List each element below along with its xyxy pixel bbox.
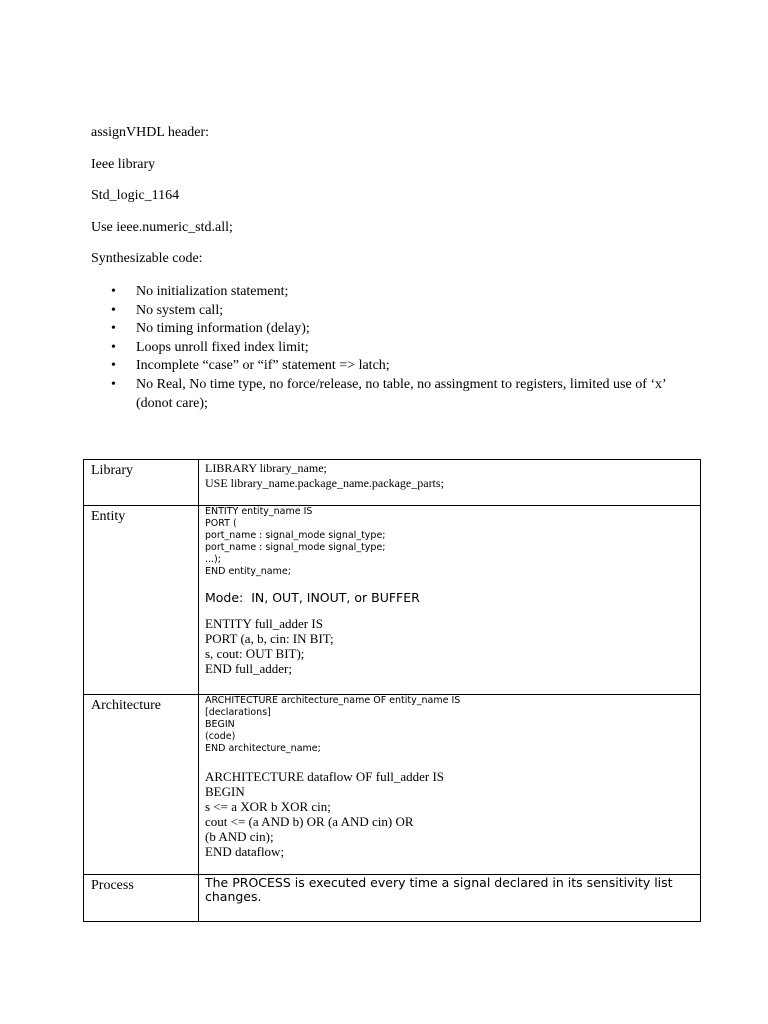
list-item: • No timing information (delay);: [111, 321, 310, 337]
entity-mode-line: Mode: IN, OUT, INOUT, or BUFFER: [205, 590, 420, 605]
paragraph-use-numeric-std: Use ieee.numeric_std.all;: [91, 220, 233, 235]
architecture-example: ARCHITECTURE dataflow OF full_adder IS BEGIN s <= a XOR b XOR cin; cout <= (a AND b) OR (a AND cin) OR (b AND cin); END dataflow;: [205, 769, 445, 859]
synthesizable-rules-list: [91, 283, 691, 413]
bullet-icon: •: [111, 358, 116, 374]
row-label-architecture: Architecture: [91, 698, 161, 713]
bullet-icon: •: [111, 321, 116, 337]
paragraph-std-logic: Std_logic_1164: [91, 188, 180, 203]
heading-vhdl-header: assignVHDL header:: [91, 125, 210, 140]
entity-example: ENTITY full_adder IS PORT (a, b, cin: IN BIT; s, cout: OUT BIT); END full_adder;: [205, 616, 334, 676]
paragraph-ieee-library: Ieee library: [91, 157, 156, 172]
list-item: • No initialization statement;: [111, 284, 289, 299]
row-label-process: Process: [91, 878, 134, 893]
heading-synthesizable-code: Synthesizable code:: [91, 251, 203, 266]
bullet-icon: •: [111, 376, 116, 392]
list-item: • Loops unroll fixed index limit;: [111, 339, 309, 355]
list-item: • Incomplete “case” or “if” statement => latch;: [111, 358, 390, 374]
row-label-library: Library: [91, 463, 133, 478]
table-row-entity: [84, 506, 701, 695]
library-syntax: LIBRARY library_name; USE library_name.package_name.package_parts;: [205, 461, 444, 490]
architecture-syntax: ARCHITECTURE architecture_name OF entity_name IS [declarations] BEGIN (code) END architecture_name;: [205, 695, 461, 754]
process-description: The PROCESS is executed every time a signal declared in its sensitivity list changes.: [205, 875, 673, 904]
bullet-icon: •: [111, 339, 116, 355]
table-row-process: [84, 875, 701, 922]
table-row-library: [84, 460, 701, 506]
bullet-icon: •: [111, 302, 116, 318]
bullet-icon: •: [111, 284, 116, 299]
vhdl-reference-table: [83, 459, 701, 922]
list-item: • No system call;: [111, 302, 224, 318]
entity-syntax: ENTITY entity_name IS PORT ( port_name : signal_mode signal_type; port_name : signal_mode signal_type; ...); END entity_name;: [205, 506, 386, 577]
row-label-entity: Entity: [91, 509, 126, 524]
table-row-architecture: [84, 695, 701, 875]
list-item: • No Real, No time type, no force/release, no table, no assingment to registers, limited use of ‘x’ (donot care);: [111, 376, 666, 411]
